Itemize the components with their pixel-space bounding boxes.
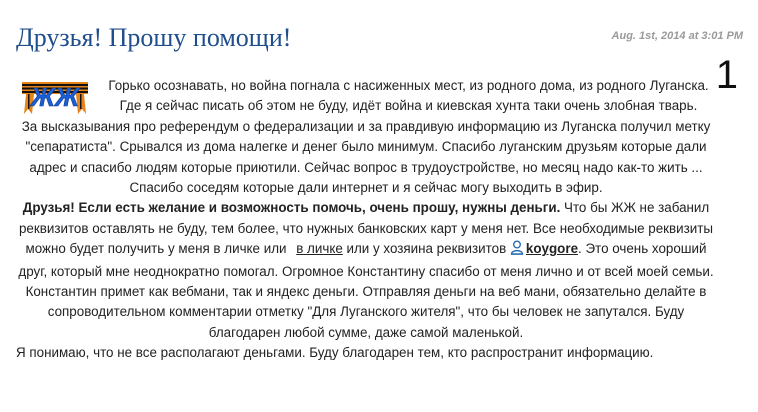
paragraph-request-part-b: или у хозяина реквизитов xyxy=(342,241,510,257)
user-link-koygore[interactable] xyxy=(510,241,578,256)
post-body xyxy=(16,76,716,364)
post-userpic xyxy=(16,76,101,116)
post-intro xyxy=(16,76,716,117)
logo-text: ЖЖ xyxy=(30,82,80,112)
st-george-ribbon-lj-logo-icon xyxy=(22,76,88,116)
personal-message-link[interactable]: в личке xyxy=(296,241,343,257)
username-link[interactable]: koygore xyxy=(525,241,579,257)
post-title[interactable]: Друзья! Прошу помощи! xyxy=(16,23,292,52)
paragraph-story: За высказывания про референдум о федерализации и за правдивую информацию из Луганска получил метку "сепаратиста". Срывался из дома налегке и денег было минимум. Спасибо луганским друзьям которые дали адрес и спасибо людям которые приютили. Сейчас вопрос в трудоустройстве, но месяц надо как-то жить ... Спасибо соседям которые дали интернет и я сейчас могу выходить в эфир. xyxy=(21,118,711,196)
paragraph-request xyxy=(16,198,716,343)
intro-paragraph: Горько осознавать, но война погнала с насиженных мест, из родного дома, из родного Луганска. Где я сейчас писать об этом не буду, идёт война и киевская хунта таки очень злобная тварь. xyxy=(108,78,709,114)
post-date: Aug. 1st, 2014 at 3:01 PM xyxy=(611,30,743,42)
paragraph-request-part-c: . Это очень хороший друг, который мне неоднократно помогал. Огромное Константину спасибо от меня лично и от всей моей семьи. Константин примет как вебмани, так и яндекс деньги. Отправляя деньги на веб мани, обязательно делайте в сопроводительном комментарии отметку "Для Луганского жителя", что бы человек не запутался. Буду благодарен любой сумме, даже самой маленькой. xyxy=(18,241,714,340)
paragraph-request-part-a: Что бы ЖЖ не забанил реквизитов оставлять не буду, тем более, что нужных банковских карт у меня нет. Все необходимые реквизиты можно будет получить у меня в личке или xyxy=(18,200,713,257)
user-icon[interactable] xyxy=(510,240,524,261)
comment-count[interactable]: 1 xyxy=(715,53,738,97)
paragraph-final: Я понимаю, что не все располагают деньгами. Буду благодарен тем, кто распространит информацию. xyxy=(16,345,654,361)
bold-appeal: Друзья! Если есть желание и возможность помочь, очень прошу, нужны деньги. xyxy=(22,200,561,216)
